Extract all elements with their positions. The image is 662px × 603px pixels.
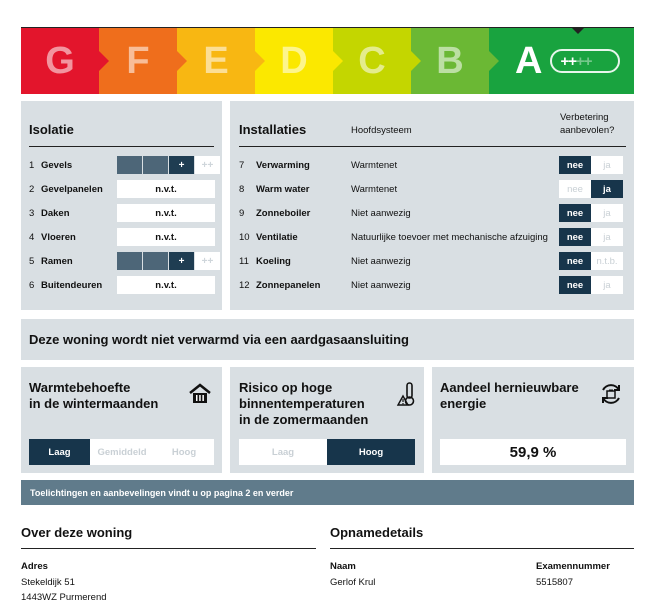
label-class-e bbox=[177, 28, 255, 94]
installatie-row bbox=[239, 228, 298, 246]
risico-title-line-3: in de zomermaanden bbox=[239, 412, 369, 427]
rating-cell-filled bbox=[117, 156, 142, 174]
rating-cell-filled bbox=[143, 252, 168, 270]
label-arrow-icon bbox=[333, 51, 343, 71]
row-number: 4 bbox=[29, 231, 35, 243]
label-plus: ++ bbox=[560, 52, 576, 70]
hernieuwbaar-title-line-1: Aandeel hernieuwbare bbox=[440, 380, 579, 395]
not-applicable-value: n.v.t. bbox=[117, 228, 215, 246]
label-arrow-icon bbox=[99, 51, 109, 71]
installaties-rule bbox=[239, 146, 626, 147]
row-number: 1 bbox=[29, 159, 35, 171]
risico-scale bbox=[239, 439, 415, 465]
option-ja: ja bbox=[591, 156, 623, 174]
row-name: Gevelpanelen bbox=[41, 183, 103, 195]
opname-title: Opnamedetails bbox=[330, 525, 424, 540]
opname-rule bbox=[330, 548, 634, 549]
label-class-b bbox=[411, 28, 489, 94]
row-name: Warm water bbox=[256, 183, 310, 195]
isolatie-row bbox=[29, 156, 72, 174]
row-number: 12 bbox=[239, 279, 250, 291]
thermometer-warning-icon bbox=[396, 381, 418, 407]
installatie-row bbox=[239, 204, 310, 222]
hoofdsysteem-value: Niet aanwezig bbox=[351, 207, 411, 219]
risico-title bbox=[239, 380, 368, 428]
hoofdsysteem-value: Warmtenet bbox=[351, 159, 398, 171]
installatie-row bbox=[239, 180, 310, 198]
option-nee: nee bbox=[559, 156, 591, 174]
option-laag: Laag bbox=[29, 439, 90, 465]
verbetering-toggle bbox=[559, 252, 623, 270]
hoofdsysteem-value: Natuurlijke toevoer met mechanische afzuiging bbox=[351, 231, 548, 243]
option-nee: nee bbox=[559, 180, 591, 198]
hernieuwbaar-value: 59,9 % bbox=[440, 439, 626, 465]
adres-label: Adres bbox=[21, 561, 48, 572]
isolatie-title: Isolatie bbox=[29, 122, 74, 137]
warmtebehoefte-scale bbox=[29, 439, 214, 465]
not-applicable-value: n.v.t. bbox=[117, 180, 215, 198]
rating-cell-empty: ++ bbox=[195, 252, 220, 270]
naam-label: Naam bbox=[330, 561, 356, 572]
verbetering-toggle bbox=[559, 156, 623, 174]
option-nee: nee bbox=[559, 276, 591, 294]
row-number: 8 bbox=[239, 183, 245, 195]
verbetering-toggle bbox=[559, 180, 623, 198]
house-heating-icon bbox=[189, 383, 211, 405]
option-ja: ja bbox=[591, 204, 623, 222]
column-verbetering-2: aanbevolen? bbox=[560, 125, 615, 136]
row-number: 9 bbox=[239, 207, 245, 219]
isolatie-row bbox=[29, 228, 76, 246]
label-letter: E bbox=[203, 39, 229, 82]
row-number: 7 bbox=[239, 159, 245, 171]
option-ja: ja bbox=[591, 228, 623, 246]
not-applicable-value: n.v.t. bbox=[117, 204, 215, 222]
insulation-rating bbox=[117, 252, 221, 270]
woning-rule bbox=[21, 548, 316, 549]
option-hoog: Hoog bbox=[327, 439, 415, 465]
examennummer-value: 5515807 bbox=[536, 577, 573, 588]
naam-value: Gerlof Krul bbox=[330, 577, 376, 588]
row-name: Zonneboiler bbox=[256, 207, 311, 219]
option-ja: ja bbox=[591, 276, 623, 294]
option-laag: Laag bbox=[239, 439, 327, 465]
row-number: 6 bbox=[29, 279, 35, 291]
row-name: Ramen bbox=[41, 255, 73, 267]
option-gemiddeld: Gemiddeld bbox=[90, 439, 154, 465]
rating-cell-plus: + bbox=[169, 252, 194, 270]
label-class-g bbox=[21, 28, 99, 94]
row-name: Koeling bbox=[256, 255, 291, 267]
row-number: 10 bbox=[239, 231, 250, 243]
row-name: Daken bbox=[41, 207, 70, 219]
label-arrow-icon bbox=[177, 51, 187, 71]
hernieuwbaar-title-line-2: energie bbox=[440, 396, 487, 411]
examennummer-label: Examennummer bbox=[536, 561, 610, 572]
option-hoog: Hoog bbox=[154, 439, 214, 465]
option-ja: ja bbox=[591, 180, 623, 198]
insulation-rating bbox=[117, 156, 221, 174]
warmtebehoefte-panel bbox=[21, 367, 222, 473]
rating-cell-filled bbox=[117, 252, 142, 270]
isolatie-row bbox=[29, 204, 70, 222]
isolatie-row bbox=[29, 276, 102, 294]
rating-cell-plus: + bbox=[169, 156, 194, 174]
label-letter: A bbox=[515, 39, 543, 82]
option-nee: nee bbox=[559, 228, 591, 246]
toelichting-bar: Toelichtingen en aanbevelingen vindt u op pagina 2 en verder bbox=[21, 480, 634, 505]
woning-title: Over deze woning bbox=[21, 525, 133, 540]
row-number: 5 bbox=[29, 255, 35, 267]
isolatie-panel bbox=[21, 101, 222, 310]
current-class-marker-icon bbox=[572, 28, 584, 34]
not-applicable-value: n.v.t. bbox=[117, 276, 215, 294]
isolatie-rule bbox=[29, 146, 214, 147]
row-number: 2 bbox=[29, 183, 35, 195]
column-verbetering-1: Verbetering bbox=[560, 112, 609, 123]
warmtebehoefte-title bbox=[29, 380, 158, 412]
label-class-f bbox=[99, 28, 177, 94]
verbetering-toggle bbox=[559, 228, 623, 246]
row-name: Zonnepanelen bbox=[256, 279, 321, 291]
hernieuwbaar-title bbox=[440, 380, 579, 412]
label-class-d bbox=[255, 28, 333, 94]
hoofdsysteem-value: Niet aanwezig bbox=[351, 255, 411, 267]
label-plus-dim: ++ bbox=[575, 52, 592, 70]
adres-line-1: Stekeldijk 51 bbox=[21, 577, 75, 588]
row-name: Gevels bbox=[41, 159, 73, 171]
row-name: Vloeren bbox=[41, 231, 76, 243]
verbetering-toggle bbox=[559, 204, 623, 222]
renewable-cycle-icon bbox=[598, 381, 624, 407]
row-number: 11 bbox=[239, 255, 249, 267]
row-name: Ventilatie bbox=[256, 231, 298, 243]
gas-notice-panel bbox=[21, 319, 634, 360]
installaties-panel bbox=[230, 101, 634, 310]
option-nee: nee bbox=[559, 252, 591, 270]
isolatie-row bbox=[29, 180, 103, 198]
risico-title-line-1: Risico op hoge bbox=[239, 380, 333, 395]
installatie-row bbox=[239, 252, 291, 270]
label-class-a bbox=[489, 28, 634, 94]
installatie-row bbox=[239, 156, 310, 174]
row-number: 3 bbox=[29, 207, 35, 219]
rating-cell-empty: ++ bbox=[195, 156, 220, 174]
risico-title-line-2: binnentemperaturen bbox=[239, 396, 365, 411]
option-nee: nee bbox=[559, 204, 591, 222]
column-hoofdsysteem: Hoofdsysteem bbox=[351, 125, 412, 136]
energy-label-scale bbox=[21, 28, 634, 94]
label-letter: D bbox=[280, 39, 308, 82]
label-arrow-icon bbox=[489, 51, 499, 71]
row-name: Buitendeuren bbox=[41, 279, 103, 291]
hoofdsysteem-value: Warmtenet bbox=[351, 183, 398, 195]
isolatie-row bbox=[29, 252, 73, 270]
label-arrow-icon bbox=[411, 51, 421, 71]
label-letter: C bbox=[358, 39, 386, 82]
label-letter: F bbox=[126, 39, 150, 82]
warmtebehoefte-title-line-1: Warmtebehoefte bbox=[29, 380, 131, 395]
label-arrow-icon bbox=[255, 51, 265, 71]
label-letter: B bbox=[436, 39, 464, 82]
label-class-c bbox=[333, 28, 411, 94]
label-letter: G bbox=[45, 39, 75, 82]
verbetering-toggle bbox=[559, 276, 623, 294]
installaties-title: Installaties bbox=[239, 122, 307, 137]
rating-cell-filled bbox=[143, 156, 168, 174]
label-plus-pill bbox=[550, 49, 620, 73]
installatie-row bbox=[239, 276, 320, 294]
option-ja: n.t.b. bbox=[591, 252, 623, 270]
gas-notice-text: Deze woning wordt niet verwarmd via een aardgasaansluiting bbox=[29, 332, 409, 347]
warmtebehoefte-title-line-2: in de wintermaanden bbox=[29, 396, 159, 411]
hernieuwbaar-panel bbox=[432, 367, 634, 473]
risico-panel bbox=[230, 367, 424, 473]
row-name: Verwarming bbox=[256, 159, 310, 171]
adres-line-2: 1443WZ Purmerend bbox=[21, 592, 107, 603]
hoofdsysteem-value: Niet aanwezig bbox=[351, 279, 411, 291]
